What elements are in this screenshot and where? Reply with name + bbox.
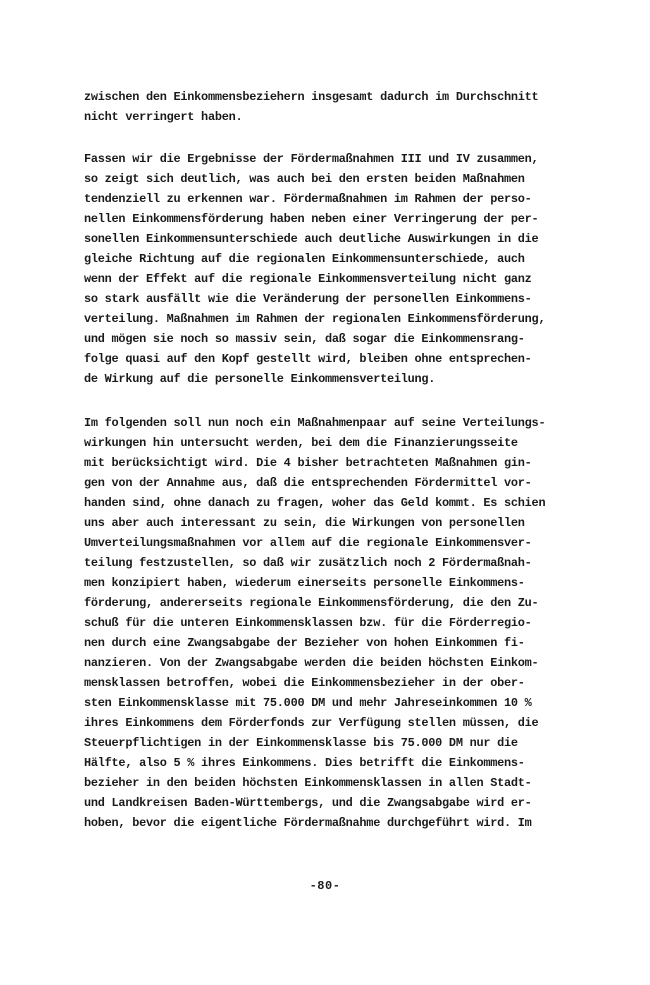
paragraph-1 (84, 87, 584, 127)
text-line: Fassen wir die Ergebnisse der Fördermaßnahmen III und IV zusammen, (84, 152, 539, 166)
text-line: schuß für die unteren Einkommensklassen bzw. für die Förderregio- (84, 616, 532, 630)
text-line: nellen Einkommensförderung haben neben einer Verringerung der per- (84, 212, 539, 226)
text-line: Im folgenden soll nun noch ein Maßnahmenpaar auf seine Verteilungs- (84, 416, 546, 430)
text-line: men konzipiert haben, wiederum einerseits personelle Einkommens- (84, 576, 525, 590)
text-line: sten Einkommensklasse mit 75.000 DM und mehr Jahreseinkommen 10 % (84, 696, 532, 710)
text-line: wenn der Effekt auf die regionale Einkommensverteilung nicht ganz (84, 272, 532, 286)
text-line: so zeigt sich deutlich, was auch bei den ersten beiden Maßnahmen (84, 172, 525, 186)
text-line: Umverteilungsmaßnahmen vor allem auf die regionale Einkommensver- (84, 536, 532, 550)
paragraph-2 (84, 149, 584, 389)
text-line: teilung festzustellen, so daß wir zusätzlich noch 2 Fördermaßnah- (84, 556, 532, 570)
text-line: ihres Einkommens dem Förderfonds zur Verfügung stellen müssen, die (84, 716, 539, 730)
text-line: verteilung. Maßnahmen im Rahmen der regionalen Einkommensförderung, (84, 312, 546, 326)
text-line: sonellen Einkommensunterschiede auch deutliche Auswirkungen in die (84, 232, 539, 246)
page-number: -80- (309, 879, 341, 893)
text-line: mensklassen betroffen, wobei die Einkommensbezieher in der ober- (84, 676, 525, 690)
text-line: nicht verringert haben. (84, 110, 243, 124)
text-line: nanzieren. Von der Zwangsabgabe werden die beiden höchsten Einkom- (84, 656, 539, 670)
text-line: und Landkreisen Baden-Württembergs, und die Zwangsabgabe wird er- (84, 796, 532, 810)
text-line: förderung, andererseits regionale Einkommensförderung, die den Zu- (84, 596, 539, 610)
text-line: und mögen sie noch so massiv sein, daß sogar die Einkommensrang- (84, 332, 525, 346)
paragraph-3 (84, 413, 584, 833)
text-line: nen durch eine Zwangsabgabe der Bezieher von hohen Einkommen fi- (84, 636, 525, 650)
text-line: mit berücksichtigt wird. Die 4 bisher betrachteten Maßnahmen gin- (84, 456, 532, 470)
text-line: folge quasi auf den Kopf gestellt wird, bleiben ohne entsprechen- (84, 352, 532, 366)
text-line: uns aber auch interessant zu sein, die Wirkungen von personellen (84, 516, 525, 530)
text-line: handen sind, ohne danach zu fragen, woher das Geld kommt. Es schien (84, 496, 546, 510)
text-line: bezieher in den beiden höchsten Einkommensklassen in allen Stadt- (84, 776, 532, 790)
text-line: gleiche Richtung auf die regionalen Einkommensunterschiede, auch (84, 252, 525, 266)
text-line: gen von der Annahme aus, daß die entsprechenden Fördermittel vor- (84, 476, 532, 490)
text-line: wirkungen hin untersucht werden, bei dem die Finanzierungsseite (84, 436, 518, 450)
text-line: Steuerpflichtigen in der Einkommensklasse bis 75.000 DM nur die (84, 736, 518, 750)
text-line: tendenziell zu erkennen war. Fördermaßnahmen im Rahmen der perso- (84, 192, 532, 206)
text-line: de Wirkung auf die personelle Einkommensverteilung. (84, 372, 436, 386)
text-line: hoben, bevor die eigentliche Fördermaßnahme durchgeführt wird. Im (84, 816, 532, 830)
text-line: Hälfte, also 5 % ihres Einkommens. Dies betrifft die Einkommens- (84, 756, 525, 770)
text-line: so stark ausfällt wie die Veränderung der personellen Einkommens- (84, 292, 532, 306)
text-line: zwischen den Einkommensbeziehern insgesamt dadurch im Durchschnitt (84, 90, 539, 104)
